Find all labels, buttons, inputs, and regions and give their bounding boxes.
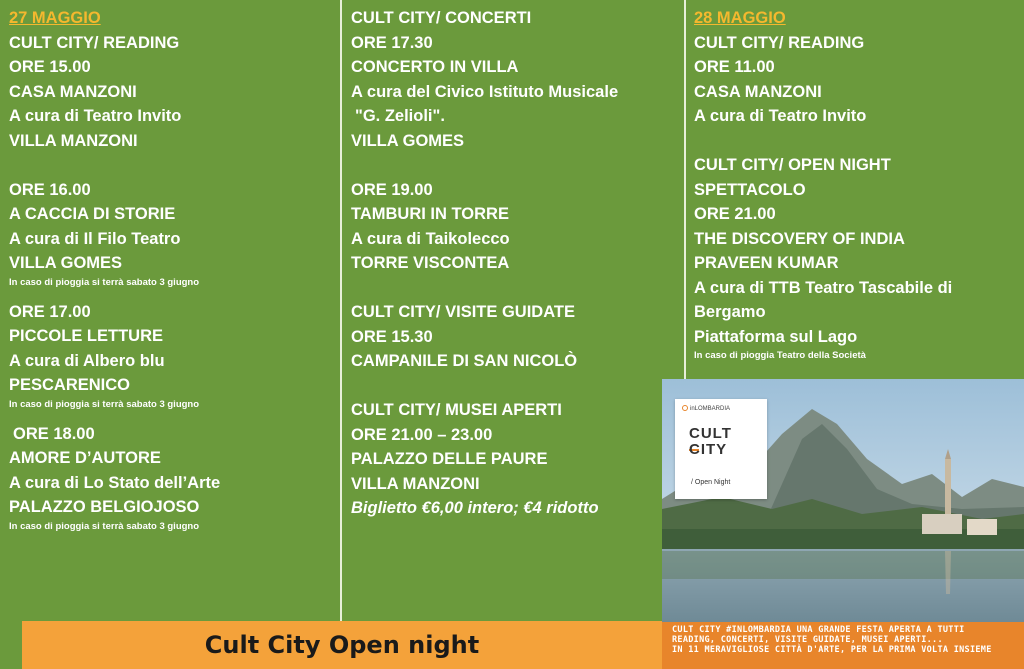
schedule-column-concerts bbox=[342, 0, 684, 669]
event-line: VILLA GOMES bbox=[9, 254, 123, 272]
poster-brand: inLOMBARDIA bbox=[690, 406, 731, 412]
poster-title: CITY bbox=[689, 441, 728, 458]
event-line: ORE 17.30 bbox=[351, 33, 433, 52]
date-heading: 27 MAGGIO bbox=[9, 9, 101, 27]
event-line: TAMBURI IN TORRE bbox=[351, 205, 509, 223]
event-line: ORE 21.00 – 23.00 bbox=[351, 425, 493, 444]
event-line: A cura di Teatro Invito bbox=[694, 107, 867, 125]
event-line: CASA MANZONI bbox=[9, 82, 137, 101]
cult-city-poster bbox=[662, 379, 1024, 669]
event-line: CAMPANILE DI SAN NICOLÒ bbox=[351, 352, 578, 370]
event-line: ORE 19.00 bbox=[351, 180, 433, 199]
poster-title: CULT bbox=[689, 425, 732, 442]
event-line: ORE 21.00 bbox=[694, 205, 776, 223]
poster-caption-line: READING, CONCERTI, VISITE GUIDATE, MUSEI APERTI... bbox=[672, 635, 943, 645]
event-line: PICCOLE LETTURE bbox=[9, 327, 164, 345]
title-banner bbox=[22, 621, 662, 669]
poster-caption-strip bbox=[662, 622, 1024, 669]
event-line: SPETTACOLO bbox=[694, 180, 806, 199]
event-line: ORE 11.00 bbox=[694, 58, 775, 76]
brand-logo-icon bbox=[682, 405, 688, 411]
event-line: Piattaforma sul Lago bbox=[694, 327, 858, 346]
event-line: Bergamo bbox=[694, 303, 766, 321]
event-line: PALAZZO DELLE PAURE bbox=[351, 450, 548, 468]
rain-note: In caso di pioggia Teatro della Società bbox=[694, 350, 866, 361]
poster-logo-card bbox=[675, 399, 767, 499]
poster-caption-line: IN 11 MERAVIGLIOSE CITTÀ D'ARTE, PER LA PRIMA VOLTA INSIEME bbox=[672, 645, 992, 655]
poster-caption-line: CULT CITY #INLOMBARDIA UNA GRANDE FESTA APERTA A TUTTI bbox=[672, 625, 965, 635]
event-line: VILLA MANZONI bbox=[351, 474, 480, 493]
event-line: PESCARENICO bbox=[9, 376, 131, 394]
event-line: A cura di Albero blu bbox=[9, 351, 165, 370]
rain-note: In caso di pioggia si terrà sabato 3 giugno bbox=[9, 276, 200, 288]
event-line: ORE 18.00 bbox=[13, 424, 95, 443]
event-line: ORE 15.00 bbox=[9, 58, 91, 76]
event-line: A cura di Teatro Invito bbox=[9, 107, 182, 125]
event-line: AMORE D’AUTORE bbox=[9, 449, 161, 467]
event-line: CULT CITY/ READING bbox=[694, 33, 865, 52]
event-line: CULT CITY/ MUSEI APERTI bbox=[351, 401, 562, 419]
event-line: TORRE VISCONTEA bbox=[351, 254, 510, 272]
event-line: VILLA GOMES bbox=[351, 131, 465, 150]
event-line: CONCERTO IN VILLA bbox=[351, 58, 519, 76]
event-line: ORE 15.30 bbox=[351, 327, 433, 346]
event-line: THE DISCOVERY OF INDIA bbox=[694, 229, 905, 248]
schedule-column-27-may bbox=[0, 0, 340, 669]
event-line: "G. Zelioli". bbox=[355, 107, 445, 125]
rain-note: In caso di pioggia si terrà sabato 3 giugno bbox=[9, 520, 200, 532]
event-line: ORE 17.00 bbox=[9, 302, 91, 321]
event-line: CULT CITY/ READING bbox=[9, 33, 180, 52]
event-line: A cura di Il Filo Teatro bbox=[9, 229, 181, 248]
event-line: CULT CITY/ CONCERTI bbox=[351, 9, 532, 27]
event-line: A cura di Taikolecco bbox=[351, 229, 510, 248]
ticket-price: Biglietto €6,00 intero; €4 ridotto bbox=[351, 499, 599, 517]
event-line: CULT CITY/ VISITE GUIDATE bbox=[351, 303, 575, 321]
event-line: CULT CITY/ OPEN NIGHT bbox=[694, 156, 891, 174]
event-line: A CACCIA DI STORIE bbox=[9, 205, 176, 223]
event-line: ORE 16.00 bbox=[9, 180, 91, 199]
event-line: PRAVEEN KUMAR bbox=[694, 254, 839, 272]
event-line: CASA MANZONI bbox=[694, 82, 822, 101]
rain-note: In caso di pioggia si terrà sabato 3 giugno bbox=[9, 398, 200, 410]
event-line: A cura di TTB Teatro Tascabile di bbox=[694, 278, 953, 297]
date-heading: 28 MAGGIO bbox=[694, 9, 786, 27]
event-line: PALAZZO BELGIOJOSO bbox=[9, 498, 200, 516]
banner-title: Cult City Open night bbox=[204, 631, 480, 659]
event-line: A cura di Lo Stato dell’Arte bbox=[9, 473, 221, 492]
event-line: A cura del Civico Istituto Musicale bbox=[351, 82, 619, 101]
event-line: VILLA MANZONI bbox=[9, 131, 138, 150]
poster-subtitle: / Open Night bbox=[691, 479, 731, 486]
